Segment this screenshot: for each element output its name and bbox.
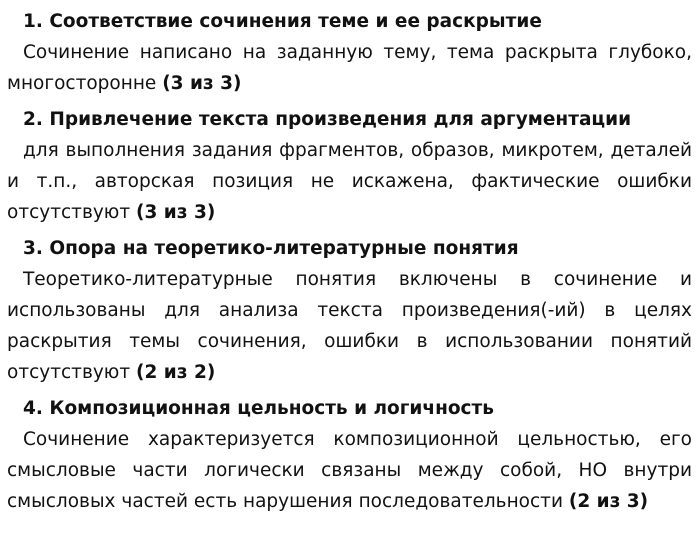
criterion-text-2 <box>7 135 692 228</box>
criterion-heading-1: 1. Соответствие сочинения теме и ее раскрытие <box>23 11 542 32</box>
evaluation-document <box>0 6 700 534</box>
criterion-section-3 <box>7 233 692 388</box>
criterion-text-1 <box>7 37 692 99</box>
criterion-score-3: (2 из 2) <box>136 362 216 383</box>
criterion-body-4: Сочинение характеризуется композиционной цельностью, его смысловые части логически связаны между собой, НО внутри смысловых частей есть нарушения последовательности <box>7 429 692 512</box>
criterion-score-2: (3 из 3) <box>136 202 216 223</box>
criterion-body-2: для выполнения задания фрагментов, образов, микротем, деталей и т.п., авторская позиция не искажена, фактические ошибки отсутствуют <box>7 140 692 223</box>
criterion-text-3 <box>7 264 692 388</box>
criterion-score-4: (2 из 3) <box>568 491 649 512</box>
criterion-score-1: (3 из 3) <box>162 73 242 94</box>
criterion-heading-3: 3. Опора на теоретико-литературные понятия <box>23 238 519 259</box>
criterion-text-4 <box>7 424 692 517</box>
criterion-heading-4: 4. Композиционная цельность и логичность <box>23 398 494 419</box>
criterion-section-1 <box>7 6 692 99</box>
criterion-heading-2: 2. Привлечение текста произведения для аргументации <box>23 109 632 130</box>
criterion-section-4 <box>7 393 692 517</box>
criterion-body-1: Сочинение написано на заданную тему, тема раскрыта глубоко, многосторонне <box>7 42 692 94</box>
criterion-section-2 <box>7 104 692 228</box>
criterion-body-3: Теоретико-литературные понятия включены в сочинение и использованы для анализа текста произведения(-ий) в целях раскрытия темы сочинения, ошибки в использовании понятий отсутствуют <box>7 269 692 383</box>
